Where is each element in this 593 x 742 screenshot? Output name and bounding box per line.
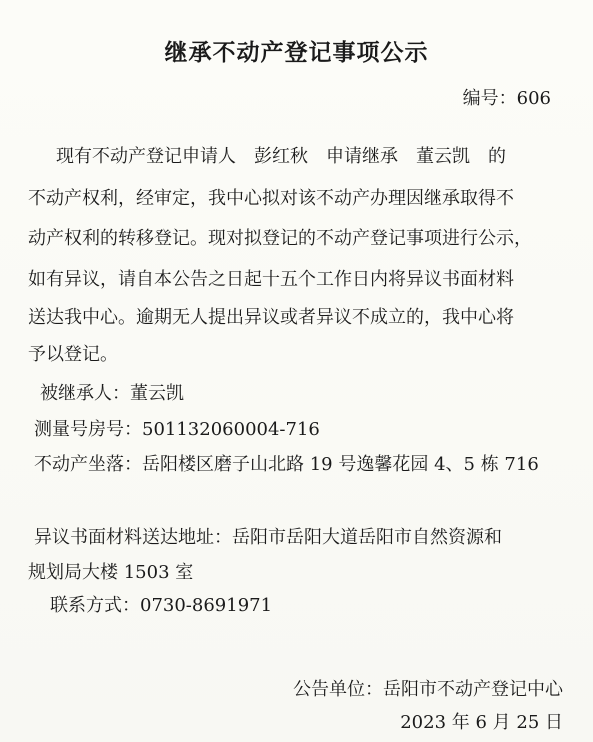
location-row (34, 456, 539, 474)
survey-number-row (34, 421, 320, 439)
location-label: 不动产坐落： (34, 454, 142, 475)
location-value: 岳阳楼区磨子山北路 19 号逸馨花园 4、5 栋 716 (142, 454, 539, 475)
survey-number-label: 测量号房号： (34, 419, 142, 440)
decedent-value: 董云凯 (130, 383, 184, 404)
issue-date: 2023 年 6 月 25 日 (400, 712, 563, 733)
decedent-label: 被继承人： (40, 383, 130, 404)
objection-address-line-1: 异议书面材料送达地址：岳阳市岳阳大道岳阳市自然资源和 (34, 527, 502, 548)
contact-row (50, 597, 272, 615)
body-line-2: 不动产权利，经审定，我中心拟对该不动产办理因继承取得不 (28, 188, 514, 209)
notice-title: 继承不动产登记事项公示 (164, 40, 429, 66)
serial-number: 编号：606 (462, 88, 551, 109)
contact-label: 联系方式： (50, 595, 140, 616)
survey-number-value: 501132060004-716 (142, 419, 320, 440)
body-line-3: 动产权利的转移登记。现对拟登记的不动产登记事项进行公示， (28, 228, 532, 249)
body-line-6: 予以登记。 (28, 344, 118, 365)
contact-value: 0730-8691971 (140, 595, 273, 616)
body-line-1: 现有不动产登记申请人 彭红秋 申请继承 董云凯 的 (56, 146, 506, 167)
body-line-4: 如有异议，请自本公告之日起十五个工作日内将异议书面材料 (28, 269, 514, 290)
issuer: 公告单位：岳阳市不动产登记中心 (293, 679, 563, 700)
decedent-row (40, 385, 184, 403)
body-line-5: 送达我中心。逾期无人提出异议或者异议不成立的，我中心将 (28, 307, 514, 328)
objection-address-line-2: 规划局大楼 1503 室 (28, 562, 194, 583)
